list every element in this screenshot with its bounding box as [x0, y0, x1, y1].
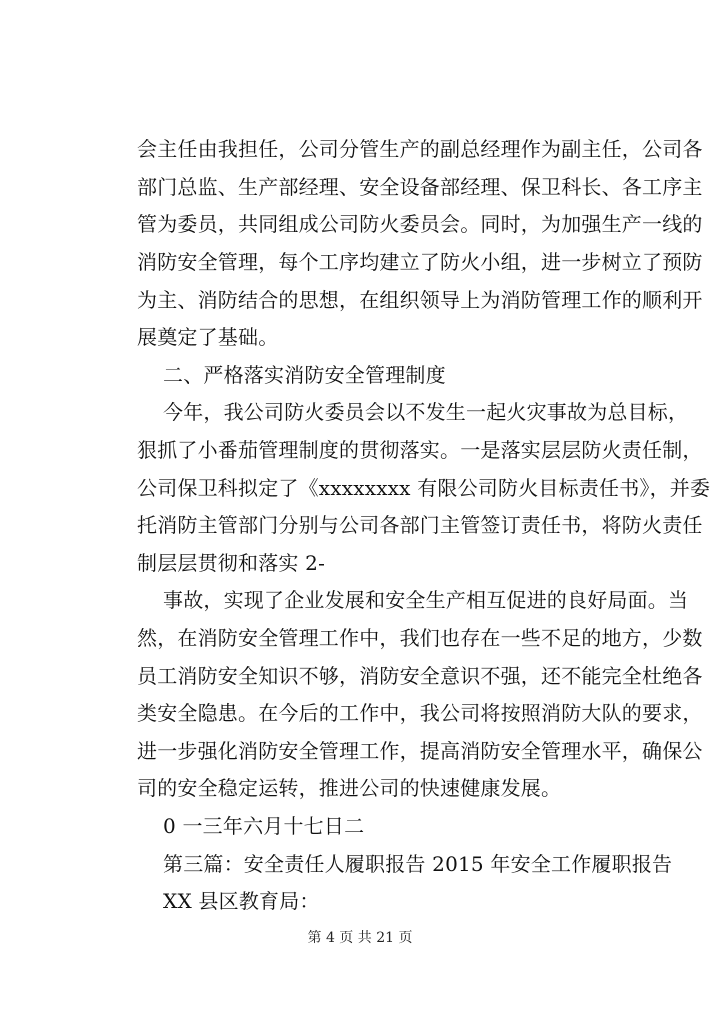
paragraph-line: 公司保卫科拟定了《xxxxxxxx 有限公司防火目标责任书》，并委 [137, 476, 711, 500]
paragraph-line: 今年，我公司防火委员会以不发生一起火灾事故为总目标， [163, 400, 689, 424]
paragraph-line: 管为委员，共同组成公司防火委员会。同时，为加强生产一线的 [137, 212, 703, 236]
paragraph-line: 展奠定了基础。 [137, 325, 279, 349]
paragraph-line: 员工消防安全知识不够，消防安全意识不强，还不能完全杜绝各 [137, 664, 703, 688]
paragraph-line: 狠抓了小番茄管理制度的贯彻落实。一是落实层层防火责任制， [137, 438, 703, 462]
paragraph-line: 然，在消防安全管理工作中，我们也存在一些不足的地方，少数 [137, 626, 703, 650]
paragraph-line: 进一步强化消防安全管理工作，提高消防安全管理水平，确保公 [137, 739, 703, 763]
next-section-title: 第三篇：安全责任人履职报告 2015 年安全工作履职报告 [163, 852, 673, 876]
paragraph-line: 消防安全管理，每个工序均建立了防火小组，进一步树立了预防 [137, 250, 703, 274]
page-footer: 第 4 页 共 21 页 [307, 930, 413, 946]
salutation: XX 县区教育局： [163, 889, 320, 913]
section-heading: 二、严格落实消防安全管理制度 [163, 363, 446, 387]
paragraph-line: 司的安全稳定运转，推进公司的快速健康发展。 [137, 776, 562, 800]
paragraph-line: 类安全隐患。在今后的工作中，我公司将按照消防大队的要求， [137, 701, 703, 725]
paragraph-line: 部门总监、生产部经理、安全设备部经理、保卫科长、各工序主 [137, 175, 703, 199]
paragraph-line: 为主、消防结合的思想，在组织领导上为消防管理工作的顺利开 [137, 288, 703, 312]
paragraph-line: 会主任由我担任，公司分管生产的副总经理作为副主任，公司各 [137, 137, 703, 161]
paragraph-line: 制层层贯彻和落实 2- [137, 551, 326, 575]
date-line: 0 一三年六月十七日二 [163, 814, 365, 838]
paragraph-line: 托消防主管部门分别与公司各部门主管签订责任书，将防火责任 [137, 513, 703, 537]
paragraph-line: 事故，实现了企业发展和安全生产相互促进的良好局面。当 [163, 588, 689, 612]
